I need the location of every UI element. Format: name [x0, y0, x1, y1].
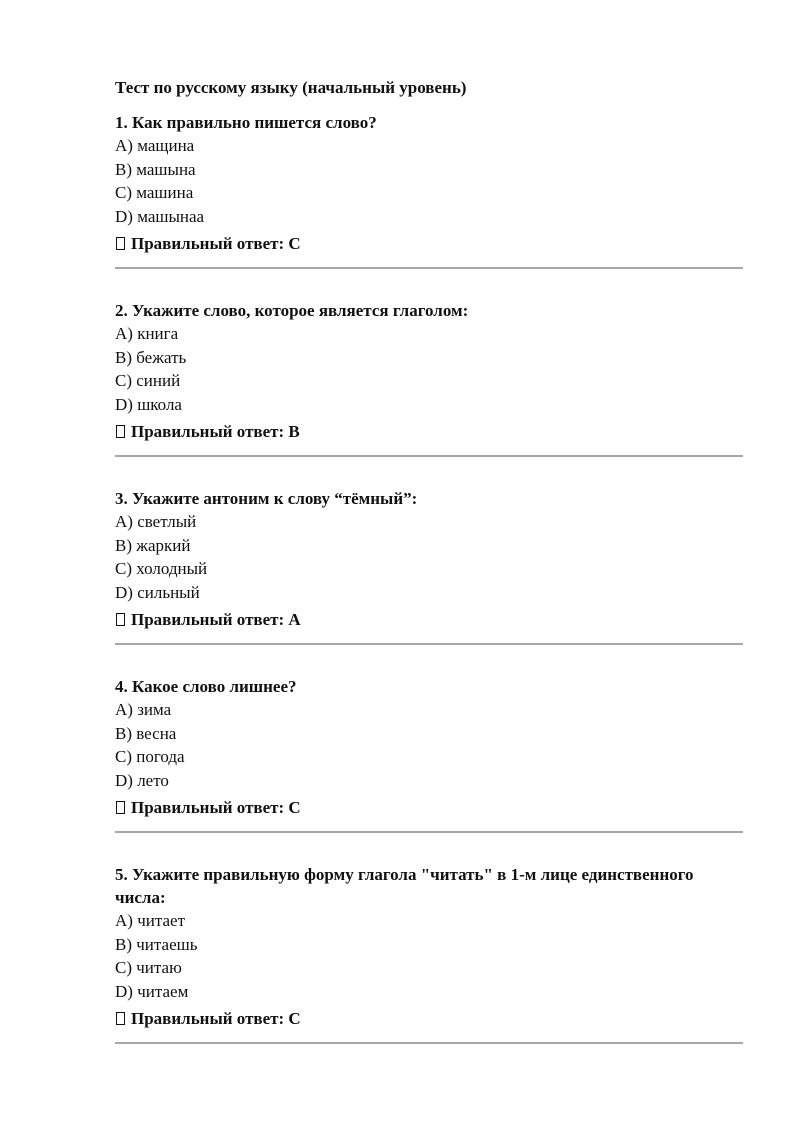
- options-list: [115, 698, 743, 792]
- option-c: C) машина: [115, 183, 194, 202]
- answer-prefix: Правильный ответ:: [131, 1009, 285, 1028]
- correct-answer: [115, 796, 743, 819]
- option-b: B) бежать: [115, 347, 187, 367]
- option-b: B) жаркий: [115, 535, 191, 555]
- options-list: [115, 909, 743, 1003]
- answer-prefix: Правильный ответ:: [131, 798, 285, 817]
- question-text: 1. Как правильно пишется слово?: [115, 113, 377, 132]
- answer-prefix: Правильный ответ:: [131, 234, 285, 253]
- options-list: [115, 134, 743, 228]
- answer-letter: B: [288, 422, 300, 441]
- option-d: D) школа: [115, 394, 182, 414]
- answer-prefix: Правильный ответ:: [131, 422, 285, 441]
- option-a: A) мащина: [115, 136, 195, 155]
- correct-answer: [115, 608, 743, 631]
- divider: [115, 643, 743, 645]
- answer-letter: C: [288, 1009, 301, 1028]
- divider: [115, 455, 743, 457]
- options-list: [115, 322, 743, 416]
- question-5: [115, 863, 743, 1044]
- option-c: C) читаю: [115, 958, 182, 977]
- missing-glyph-icon: [116, 1012, 125, 1025]
- option-b: B) весна: [115, 723, 177, 743]
- missing-glyph-icon: [116, 237, 125, 250]
- option-c: C) синий: [115, 371, 181, 390]
- divider: [115, 831, 743, 833]
- option-a: A) читает: [115, 911, 185, 930]
- options-list: [115, 510, 743, 604]
- correct-answer: [115, 1007, 743, 1030]
- option-d: D) читаем: [115, 981, 189, 1001]
- answer-letter: A: [288, 610, 301, 629]
- divider: [115, 1042, 743, 1044]
- option-a: A) книга: [115, 324, 179, 343]
- divider: [115, 267, 743, 269]
- option-d: D) сильный: [115, 582, 200, 602]
- answer-letter: C: [288, 234, 301, 253]
- question-1: [115, 111, 743, 269]
- question-2: [115, 299, 743, 457]
- option-b: B) машына: [115, 159, 196, 179]
- option-d: D) машынаа: [115, 206, 205, 226]
- option-d: D) лето: [115, 770, 169, 790]
- document-title: Тест по русскому языку (начальный уровень): [115, 78, 467, 97]
- missing-glyph-icon: [116, 425, 125, 438]
- question-text: 2. Укажите слово, которое является глаголом:: [115, 301, 469, 320]
- missing-glyph-icon: [116, 801, 125, 814]
- document-page: [115, 76, 743, 1074]
- option-a: A) зима: [115, 700, 172, 719]
- answer-letter: C: [288, 798, 301, 817]
- option-b: B) читаешь: [115, 934, 198, 954]
- option-c: C) холодный: [115, 559, 208, 578]
- question-text: 5. Укажите правильную форму глагола "читать" в 1-м лице единственного числа:: [115, 865, 694, 907]
- option-c: C) погода: [115, 747, 185, 766]
- correct-answer: [115, 232, 743, 255]
- correct-answer: [115, 420, 743, 443]
- question-text: 4. Какое слово лишнее?: [115, 677, 297, 696]
- option-a: A) светлый: [115, 512, 197, 531]
- answer-prefix: Правильный ответ:: [131, 610, 285, 629]
- question-text: 3. Укажите антоним к слову “тёмный”:: [115, 489, 418, 508]
- missing-glyph-icon: [116, 613, 125, 626]
- question-3: [115, 487, 743, 645]
- question-4: [115, 675, 743, 833]
